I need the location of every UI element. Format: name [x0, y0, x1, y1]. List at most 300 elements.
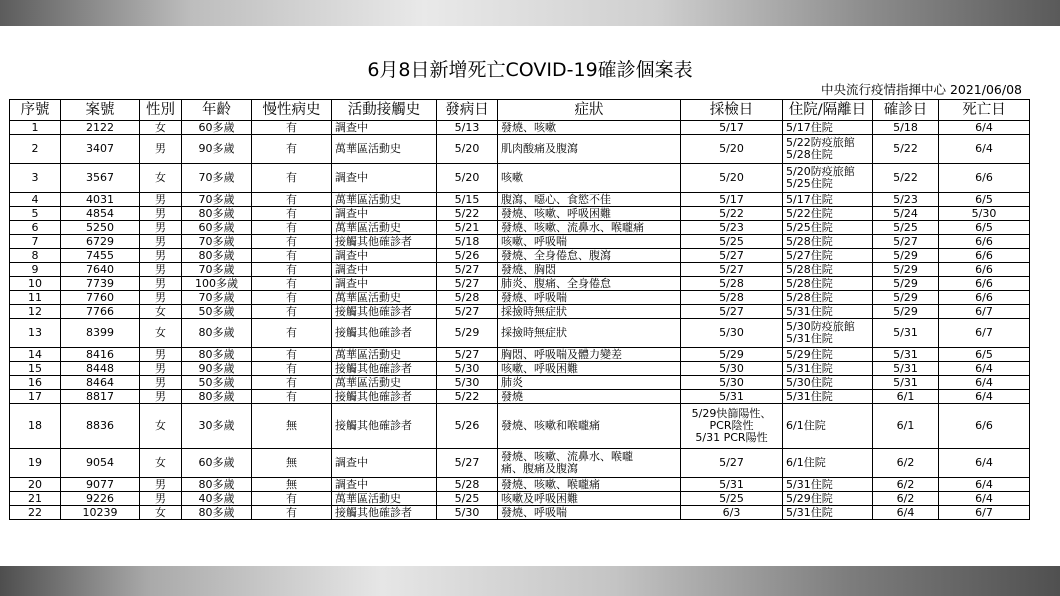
sample-date-cell: [681, 277, 783, 291]
contact-history-cell: 調查中: [332, 263, 437, 277]
table-row: [10, 362, 1030, 376]
death-date-cell: 6/4: [939, 478, 1030, 492]
chronic-history-cell: 有: [252, 506, 332, 520]
onset-date-cell: 5/30: [437, 506, 498, 520]
sample-date-cell: [681, 305, 783, 319]
age-cell: 70多歲: [182, 164, 252, 193]
confirmed-date-cell: 5/25: [873, 221, 939, 235]
onset-date-cell: 5/29: [437, 319, 498, 348]
sample-date-cell-line: 5/31 PCR陽性: [695, 431, 768, 444]
hospitalization-cell-line: 5/28住院: [786, 262, 833, 276]
table-row: [10, 221, 1030, 235]
sex-cell: 男: [140, 249, 182, 263]
contact-history-cell: 調查中: [332, 249, 437, 263]
hospitalization-cell: [783, 390, 873, 404]
sample-date-cell-line: 5/28: [719, 290, 744, 304]
table-row: [10, 319, 1030, 348]
age-cell: 70多歲: [182, 235, 252, 249]
hospitalization-cell-line: 5/30住院: [786, 375, 833, 389]
chronic-history-cell: 有: [252, 362, 332, 376]
symptoms-cell-line: 發燒、咳嗽、喉嚨痛: [501, 477, 600, 491]
sample-date-cell: [681, 121, 783, 135]
symptoms-cell: [498, 492, 681, 506]
header-cell: 症狀: [498, 100, 681, 121]
contact-history-cell: 調查中: [332, 121, 437, 135]
case-number-cell: 7739: [61, 277, 140, 291]
table-row: [10, 305, 1030, 319]
age-cell: 60多歲: [182, 121, 252, 135]
symptoms-cell: [498, 164, 681, 193]
age-cell: 40多歲: [182, 492, 252, 506]
age-cell: 70多歲: [182, 291, 252, 305]
chronic-history-cell: 有: [252, 164, 332, 193]
death-date-cell: 6/4: [939, 390, 1030, 404]
hospitalization-cell: [783, 193, 873, 207]
death-date-cell: 6/4: [939, 362, 1030, 376]
age-cell: 80多歲: [182, 207, 252, 221]
symptoms-cell: [498, 207, 681, 221]
onset-date-cell: 5/15: [437, 193, 498, 207]
sample-date-cell-line: 5/25: [719, 234, 744, 248]
symptoms-cell: [498, 449, 681, 478]
header-cell: 確診日: [873, 100, 939, 121]
symptoms-cell: [498, 305, 681, 319]
header-cell: 活動接觸史: [332, 100, 437, 121]
hospitalization-cell: [783, 121, 873, 135]
death-date-cell: 6/6: [939, 404, 1030, 449]
death-date-cell: 6/5: [939, 221, 1030, 235]
case-number-cell: 5250: [61, 221, 140, 235]
table-row: [10, 135, 1030, 164]
table-row: [10, 506, 1030, 520]
sample-date-cell-line: 6/3: [722, 505, 741, 519]
hospitalization-cell: [783, 221, 873, 235]
sample-date-cell-line: 5/30: [719, 375, 744, 389]
chronic-history-cell: 有: [252, 193, 332, 207]
sample-date-cell-line: 5/30: [719, 326, 744, 339]
death-date-cell: 5/30: [939, 207, 1030, 221]
symptoms-cell-line: 咳嗽及呼吸困難: [501, 491, 578, 505]
table-row: [10, 164, 1030, 193]
hospitalization-cell: [783, 506, 873, 520]
table-row: [10, 235, 1030, 249]
row-number-cell: 8: [10, 249, 61, 263]
confirmed-date-cell: 5/18: [873, 121, 939, 135]
death-date-cell: 6/6: [939, 164, 1030, 193]
age-cell: 80多歲: [182, 478, 252, 492]
confirmed-date-cell: 5/29: [873, 249, 939, 263]
contact-history-cell: 接觸其他確診者: [332, 404, 437, 449]
death-date-cell: 6/4: [939, 121, 1030, 135]
symptoms-cell-line: 腹瀉、噁心、食慾不佳: [501, 192, 611, 206]
confirmed-date-cell: 5/24: [873, 207, 939, 221]
sample-date-cell: [681, 263, 783, 277]
sample-date-cell-line: 5/27: [719, 304, 744, 318]
onset-date-cell: 5/27: [437, 277, 498, 291]
death-date-cell: 6/4: [939, 492, 1030, 506]
confirmed-date-cell: 5/27: [873, 235, 939, 249]
hospitalization-cell: [783, 492, 873, 506]
sample-date-cell: [681, 221, 783, 235]
symptoms-cell: [498, 362, 681, 376]
sex-cell: 男: [140, 263, 182, 277]
confirmed-date-cell: 6/1: [873, 404, 939, 449]
sample-date-cell-line: 5/29快篩陽性、: [691, 407, 772, 420]
age-cell: 30多歲: [182, 404, 252, 449]
death-date-cell: 6/5: [939, 348, 1030, 362]
chronic-history-cell: 有: [252, 376, 332, 390]
case-number-cell: 9054: [61, 449, 140, 478]
header-cell: 序號: [10, 100, 61, 121]
hospitalization-cell-line: 5/30防疫旅館: [786, 320, 855, 333]
table-row: [10, 193, 1030, 207]
table-row: [10, 390, 1030, 404]
chronic-history-cell: 有: [252, 135, 332, 164]
death-date-cell: 6/4: [939, 449, 1030, 478]
sex-cell: 男: [140, 478, 182, 492]
case-number-cell: 8416: [61, 348, 140, 362]
symptoms-cell: [498, 121, 681, 135]
confirmed-date-cell: 6/1: [873, 390, 939, 404]
symptoms-cell-line: 發燒、呼吸喘: [501, 505, 567, 519]
contact-history-cell: 萬華區活動史: [332, 291, 437, 305]
sample-date-cell: [681, 193, 783, 207]
symptoms-cell-line: 肺炎、腹痛、全身倦怠: [501, 276, 611, 290]
hospitalization-cell: [783, 305, 873, 319]
onset-date-cell: 5/25: [437, 492, 498, 506]
hospitalization-cell-line: 5/29住院: [786, 491, 833, 505]
age-cell: 50多歲: [182, 305, 252, 319]
sex-cell: 女: [140, 121, 182, 135]
sample-date-cell: [681, 291, 783, 305]
chronic-history-cell: 有: [252, 263, 332, 277]
sample-date-cell-line: 5/30: [719, 361, 744, 375]
contact-history-cell: 接觸其他確診者: [332, 319, 437, 348]
symptoms-cell: [498, 263, 681, 277]
symptoms-cell-line: 肌肉酸痛及腹瀉: [501, 142, 578, 155]
sample-date-cell-line: 5/17: [719, 192, 744, 206]
row-number-cell: 20: [10, 478, 61, 492]
sample-date-cell: [681, 492, 783, 506]
row-number-cell: 5: [10, 207, 61, 221]
sample-date-cell-line: 5/20: [719, 142, 744, 155]
case-number-cell: 8399: [61, 319, 140, 348]
hospitalization-cell-line: 5/22防疫旅館: [786, 136, 855, 149]
hospitalization-cell-line: 5/31住院: [786, 505, 833, 519]
symptoms-cell-line: 發燒、咳嗽和喉嚨痛: [501, 419, 600, 432]
contact-history-cell: 接觸其他確診者: [332, 390, 437, 404]
confirmed-date-cell: 5/29: [873, 305, 939, 319]
table-row: [10, 348, 1030, 362]
contact-history-cell: 調查中: [332, 277, 437, 291]
hospitalization-cell-line: 5/28住院: [786, 148, 833, 161]
case-number-cell: 8817: [61, 390, 140, 404]
hospitalization-cell-line: 5/17住院: [786, 120, 833, 134]
onset-date-cell: 5/27: [437, 263, 498, 277]
hospitalization-cell-line: 5/25住院: [786, 220, 833, 234]
sample-date-cell-line: 5/31: [719, 389, 744, 403]
symptoms-cell-line: 胸悶、呼吸喘及體力變差: [501, 347, 622, 361]
sample-date-cell: [681, 249, 783, 263]
hospitalization-cell-line: 5/25住院: [786, 177, 833, 190]
onset-date-cell: 5/22: [437, 390, 498, 404]
table-row: [10, 404, 1030, 449]
sample-date-cell-line: 5/27: [719, 456, 744, 469]
sex-cell: 男: [140, 348, 182, 362]
symptoms-cell-line: 痛、腹痛及腹瀉: [501, 462, 578, 475]
sex-cell: 女: [140, 305, 182, 319]
confirmed-date-cell: 5/23: [873, 193, 939, 207]
confirmed-date-cell: 5/31: [873, 319, 939, 348]
symptoms-cell: [498, 249, 681, 263]
confirmed-date-cell: 6/2: [873, 449, 939, 478]
row-number-cell: 19: [10, 449, 61, 478]
hospitalization-cell: [783, 235, 873, 249]
contact-history-cell: 萬華區活動史: [332, 193, 437, 207]
onset-date-cell: 5/27: [437, 449, 498, 478]
row-number-cell: 4: [10, 193, 61, 207]
chronic-history-cell: 無: [252, 449, 332, 478]
header-cell: 死亡日: [939, 100, 1030, 121]
case-number-cell: 7766: [61, 305, 140, 319]
row-number-cell: 13: [10, 319, 61, 348]
case-number-cell: 8464: [61, 376, 140, 390]
chronic-history-cell: 有: [252, 121, 332, 135]
symptoms-cell-line: 發燒、全身倦怠、腹瀉: [501, 248, 611, 262]
age-cell: 80多歲: [182, 319, 252, 348]
sample-date-cell-line: 5/29: [719, 347, 744, 361]
sample-date-cell-line: 5/27: [719, 248, 744, 262]
chronic-history-cell: 有: [252, 291, 332, 305]
hospitalization-cell-line: 5/31住院: [786, 304, 833, 318]
sample-date-cell-line: 5/23: [719, 220, 744, 234]
sex-cell: 男: [140, 362, 182, 376]
row-number-cell: 14: [10, 348, 61, 362]
hospitalization-cell: [783, 277, 873, 291]
hospitalization-cell: [783, 207, 873, 221]
contact-history-cell: 萬華區活動史: [332, 376, 437, 390]
sample-date-cell: [681, 449, 783, 478]
hospitalization-cell-line: 5/31住院: [786, 361, 833, 375]
contact-history-cell: 接觸其他確診者: [332, 506, 437, 520]
confirmed-date-cell: 5/29: [873, 263, 939, 277]
symptoms-cell-line: 發燒、咳嗽、流鼻水、喉嚨: [501, 450, 633, 463]
chronic-history-cell: 有: [252, 319, 332, 348]
table-row: [10, 492, 1030, 506]
symptoms-cell: [498, 506, 681, 520]
sample-date-cell: [681, 207, 783, 221]
case-number-cell: 10239: [61, 506, 140, 520]
age-cell: 80多歲: [182, 506, 252, 520]
age-cell: 80多歲: [182, 249, 252, 263]
contact-history-cell: 萬華區活動史: [332, 348, 437, 362]
age-cell: 70多歲: [182, 193, 252, 207]
hospitalization-cell: [783, 135, 873, 164]
age-cell: 60多歲: [182, 449, 252, 478]
onset-date-cell: 5/18: [437, 235, 498, 249]
row-number-cell: 11: [10, 291, 61, 305]
sample-date-cell: [681, 319, 783, 348]
contact-history-cell: 調查中: [332, 207, 437, 221]
onset-date-cell: 5/20: [437, 164, 498, 193]
sample-date-cell: [681, 506, 783, 520]
sex-cell: 女: [140, 164, 182, 193]
case-number-cell: 9077: [61, 478, 140, 492]
case-number-cell: 8448: [61, 362, 140, 376]
hospitalization-cell: [783, 249, 873, 263]
symptoms-cell: [498, 376, 681, 390]
hospitalization-cell: [783, 348, 873, 362]
onset-date-cell: 5/30: [437, 376, 498, 390]
symptoms-cell-line: 發燒、咳嗽、呼吸困難: [501, 206, 611, 220]
sample-date-cell: [681, 348, 783, 362]
onset-date-cell: 5/20: [437, 135, 498, 164]
contact-history-cell: 調查中: [332, 449, 437, 478]
table-row: [10, 249, 1030, 263]
sex-cell: 女: [140, 404, 182, 449]
chronic-history-cell: 有: [252, 249, 332, 263]
hospitalization-cell-line: 5/31住院: [786, 477, 833, 491]
symptoms-cell-line: 肺炎: [501, 375, 523, 389]
confirmed-date-cell: 6/4: [873, 506, 939, 520]
hospitalization-cell-line: 5/27住院: [786, 248, 833, 262]
death-date-cell: 6/5: [939, 193, 1030, 207]
hospitalization-cell-line: 5/31住院: [786, 332, 833, 345]
contact-history-cell: 接觸其他確診者: [332, 362, 437, 376]
hospitalization-cell: [783, 362, 873, 376]
death-date-cell: 6/6: [939, 291, 1030, 305]
symptoms-cell: [498, 221, 681, 235]
hospitalization-cell: [783, 449, 873, 478]
confirmed-date-cell: 5/31: [873, 362, 939, 376]
case-number-cell: 3567: [61, 164, 140, 193]
onset-date-cell: 5/28: [437, 291, 498, 305]
table-row: [10, 291, 1030, 305]
bottom-photo-band: [0, 566, 1060, 596]
row-number-cell: 15: [10, 362, 61, 376]
hospitalization-cell-line: 5/20防疫旅館: [786, 165, 855, 178]
onset-date-cell: 5/13: [437, 121, 498, 135]
death-date-cell: 6/7: [939, 305, 1030, 319]
header-cell: 採檢日: [681, 100, 783, 121]
death-date-cell: 6/7: [939, 319, 1030, 348]
row-number-cell: 1: [10, 121, 61, 135]
case-number-cell: 4031: [61, 193, 140, 207]
hospitalization-cell-line: 5/28住院: [786, 234, 833, 248]
chronic-history-cell: 有: [252, 390, 332, 404]
table-row: [10, 449, 1030, 478]
sample-date-cell-line: PCR陰性: [709, 419, 754, 432]
age-cell: 70多歲: [182, 263, 252, 277]
sample-date-cell: [681, 478, 783, 492]
row-number-cell: 21: [10, 492, 61, 506]
sex-cell: 男: [140, 291, 182, 305]
onset-date-cell: 5/26: [437, 249, 498, 263]
chronic-history-cell: 無: [252, 478, 332, 492]
sample-date-cell: [681, 390, 783, 404]
age-cell: 50多歲: [182, 376, 252, 390]
symptoms-cell: [498, 319, 681, 348]
sex-cell: 男: [140, 235, 182, 249]
hospitalization-cell: [783, 291, 873, 305]
onset-date-cell: 5/21: [437, 221, 498, 235]
row-number-cell: 7: [10, 235, 61, 249]
age-cell: 80多歲: [182, 390, 252, 404]
case-table: [9, 99, 1030, 520]
table-row: [10, 121, 1030, 135]
hospitalization-cell: [783, 263, 873, 277]
onset-date-cell: 5/28: [437, 478, 498, 492]
sex-cell: 男: [140, 221, 182, 235]
onset-date-cell: 5/30: [437, 362, 498, 376]
symptoms-cell: [498, 135, 681, 164]
table-row: [10, 277, 1030, 291]
hospitalization-cell: [783, 404, 873, 449]
header-cell: 案號: [61, 100, 140, 121]
table-body: [10, 121, 1030, 520]
sample-date-cell: [681, 376, 783, 390]
symptoms-cell-line: 咳嗽、呼吸困難: [501, 361, 578, 375]
sample-date-cell-line: 5/20: [719, 171, 744, 184]
death-date-cell: 6/4: [939, 135, 1030, 164]
symptoms-cell: [498, 404, 681, 449]
sex-cell: 男: [140, 376, 182, 390]
chronic-history-cell: 無: [252, 404, 332, 449]
symptoms-cell: [498, 390, 681, 404]
contact-history-cell: 萬華區活動史: [332, 221, 437, 235]
death-date-cell: 6/6: [939, 249, 1030, 263]
case-number-cell: 3407: [61, 135, 140, 164]
symptoms-cell: [498, 291, 681, 305]
sample-date-cell-line: 5/28: [719, 276, 744, 290]
header-cell: 住院/隔離日: [783, 100, 873, 121]
sex-cell: 女: [140, 319, 182, 348]
row-number-cell: 9: [10, 263, 61, 277]
row-number-cell: 2: [10, 135, 61, 164]
document-page: [0, 26, 1060, 566]
symptoms-cell-line: 咳嗽: [501, 171, 523, 184]
age-cell: 80多歲: [182, 348, 252, 362]
symptoms-cell-line: 發燒、咳嗽: [501, 120, 556, 134]
death-date-cell: 6/6: [939, 263, 1030, 277]
row-number-cell: 18: [10, 404, 61, 449]
age-cell: 90多歲: [182, 362, 252, 376]
hospitalization-cell-line: 5/28住院: [786, 276, 833, 290]
chronic-history-cell: 有: [252, 492, 332, 506]
symptoms-cell: [498, 235, 681, 249]
hospitalization-cell: [783, 319, 873, 348]
confirmed-date-cell: 5/22: [873, 164, 939, 193]
header-cell: 性別: [140, 100, 182, 121]
contact-history-cell: 調查中: [332, 164, 437, 193]
symptoms-cell: [498, 193, 681, 207]
case-number-cell: 8836: [61, 404, 140, 449]
sample-date-cell-line: 5/31: [719, 477, 744, 491]
row-number-cell: 12: [10, 305, 61, 319]
sample-date-cell: [681, 135, 783, 164]
hospitalization-cell-line: 5/29住院: [786, 347, 833, 361]
symptoms-cell-line: 採撿時無症狀: [501, 304, 567, 318]
case-number-cell: 6729: [61, 235, 140, 249]
death-date-cell: 6/7: [939, 506, 1030, 520]
symptoms-cell-line: 發燒、咳嗽、流鼻水、喉嚨痛: [501, 220, 644, 234]
chronic-history-cell: 有: [252, 221, 332, 235]
confirmed-date-cell: 5/29: [873, 277, 939, 291]
symptoms-cell: [498, 277, 681, 291]
row-number-cell: 10: [10, 277, 61, 291]
sex-cell: 男: [140, 390, 182, 404]
hospitalization-cell-line: 5/31住院: [786, 389, 833, 403]
